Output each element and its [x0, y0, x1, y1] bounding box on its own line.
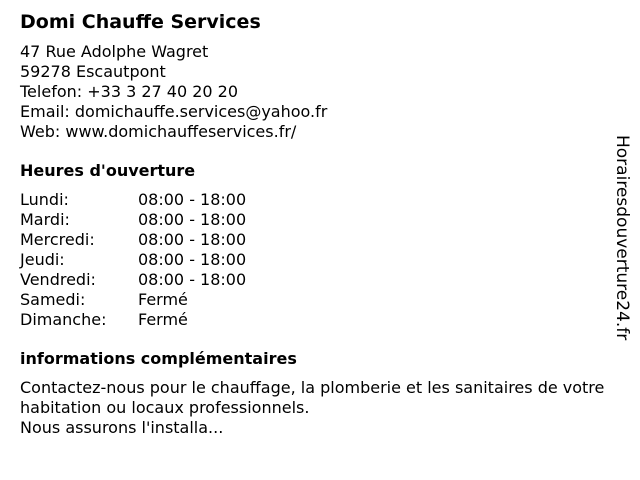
day-label: Samedi: — [20, 290, 86, 309]
opening-hours-table — [20, 190, 610, 330]
web-line: Web: www.domichauffeservices.fr/ — [20, 122, 297, 141]
additional-info-text: Contactez-nous pour le chauffage, la plomberie et les sanitaires de votre habitation ou locaux professionnels. — [20, 378, 605, 417]
day-hours: 08:00 - 18:00 — [138, 190, 247, 209]
day-label: Mardi: — [20, 210, 70, 229]
hours-row-monday — [20, 190, 610, 210]
business-name: Domi Chauffe Services — [20, 11, 261, 33]
email-line: Email: domichauffe.services@yahoo.fr — [20, 102, 328, 121]
business-card — [20, 10, 610, 438]
hours-row-tuesday — [20, 210, 610, 230]
day-hours: 08:00 - 18:00 — [138, 270, 247, 289]
address-city: 59278 Escautpont — [20, 62, 166, 81]
additional-info-text-truncated: Nous assurons l'installa... — [20, 418, 224, 437]
hours-row-saturday — [20, 290, 610, 310]
day-hours: 08:00 - 18:00 — [138, 210, 247, 229]
address-street: 47 Rue Adolphe Wagret — [20, 42, 209, 61]
day-label: Vendredi: — [20, 270, 96, 289]
day-hours: Fermé — [138, 290, 188, 309]
hours-row-wednesday — [20, 230, 610, 250]
day-hours: Fermé — [138, 310, 188, 329]
hours-row-sunday — [20, 310, 610, 330]
day-label: Dimanche: — [20, 310, 107, 329]
site-watermark-label: Horairesdouverture24.fr — [612, 135, 632, 341]
hours-row-thursday — [20, 250, 610, 270]
additional-info-heading: informations complémentaires — [20, 349, 297, 368]
day-label: Mercredi: — [20, 230, 95, 249]
day-hours: 08:00 - 18:00 — [138, 250, 247, 269]
day-hours: 08:00 - 18:00 — [138, 230, 247, 249]
opening-hours-heading: Heures d'ouverture — [20, 161, 196, 180]
hours-row-friday — [20, 270, 610, 290]
day-label: Lundi: — [20, 190, 69, 209]
phone-line: Telefon: +33 3 27 40 20 20 — [20, 82, 239, 101]
day-label: Jeudi: — [20, 250, 65, 269]
